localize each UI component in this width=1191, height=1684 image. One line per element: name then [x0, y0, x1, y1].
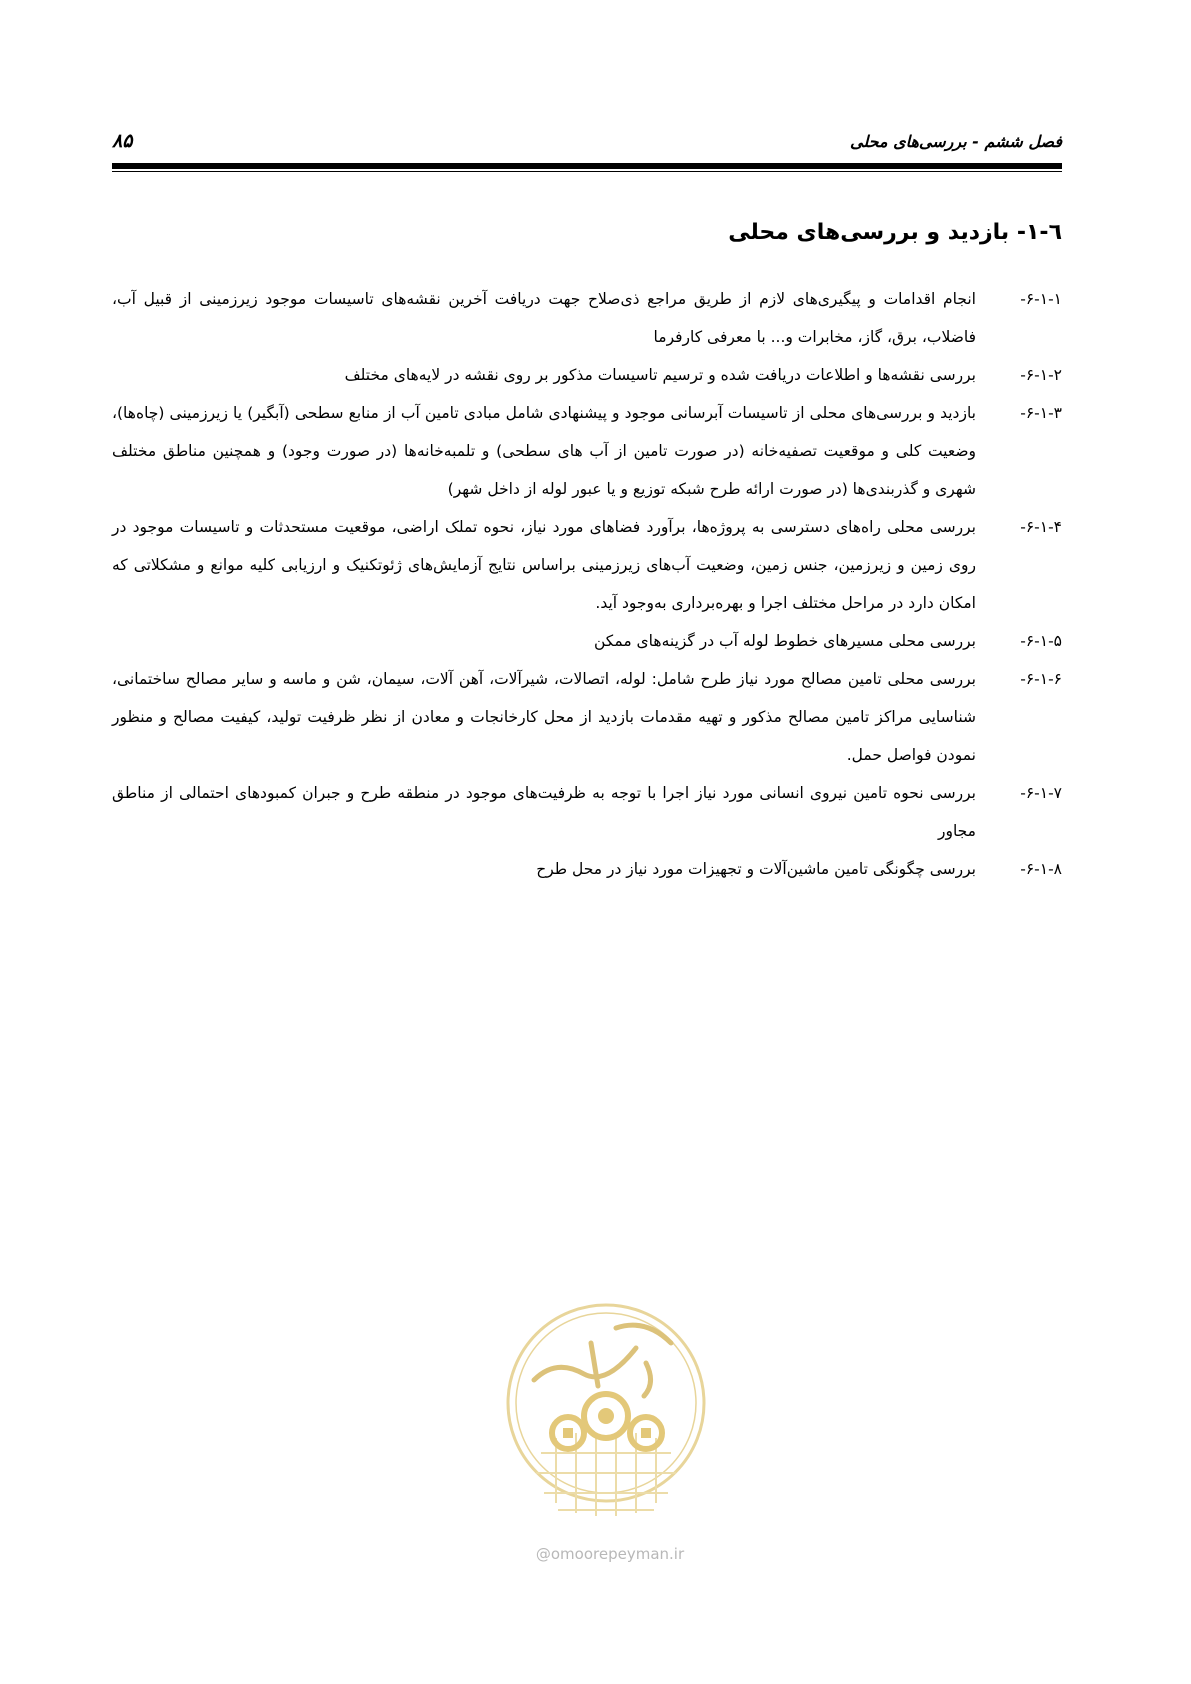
list-item — [112, 850, 1062, 888]
item-text: بررسی محلی راه‌های دسترسی به پروژه‌ها، برآورد فضاهای مورد نیاز، نحوه تملک اراضی، موقعیت مستحدثات و تاسیسات موجود در روی زمین و زیرزمین، جنس زمین، وضعیت آب‌های زیرزمینی براساس نتایج آزمایش‌های ژئوتکنیک و ارزیابی کلیه موانع و مشکلاتی که امکان دارد در مراحل مختلف اجرا و بهره‌برداری به‌وجود آید. — [112, 518, 976, 612]
item-number: ۶-۱-۱- — [1020, 290, 1062, 308]
item-text: بررسی نحوه تامین نیروی انسانی مورد نیاز اجرا با توجه به ظرفیت‌های موجود در منطقه طرح و جبران کمبودهای احتمالی از مناطق مجاور — [112, 784, 976, 840]
list-item — [112, 622, 1062, 660]
item-text: بازدید و بررسی‌های محلی از تاسیسات آبرسانی موجود و پیشنهادی شامل مبادی تامین آب از منابع سطحی (آبگیر) یا زیرزمینی (چاه‌ها)، وضعیت کلی و موقعیت تصفیه‌خانه (در صورت تامین از آب های سطحی) و تلمبه‌خانه‌ها (در صورت وجود) و همچنین مناطق مختلف شهری و گذربندی‌ها (در صورت ارائه طرح شبکه توزیع و یا عبور لوله از داخل شهر) — [112, 404, 976, 498]
chapter-title: فصل ششم - بررسی‌های محلی — [849, 132, 1062, 151]
list-item — [112, 774, 1062, 850]
item-number: ۶-۱-۴- — [1020, 518, 1062, 536]
item-number: ۶-۱-۲- — [1020, 366, 1062, 384]
list-item — [112, 356, 1062, 394]
item-number: ۶-۱-۶- — [1020, 670, 1062, 688]
omoorepeyman-seal-icon — [496, 1288, 716, 1558]
item-text: انجام اقدامات و پیگیری‌های لازم از طریق مراجع ذی‌صلاح جهت دریافت آخرین نقشه‌های تاسیسات موجود زیرزمینی از قبیل آب، فاضلاب، برق، گاز، مخابرات و... با معرفی کارفرما — [112, 290, 976, 346]
list-item — [112, 508, 1062, 622]
item-number: ۶-۱-۳- — [1020, 404, 1062, 422]
item-list — [112, 280, 1062, 888]
item-text: بررسی محلی تامین مصالح مورد نیاز طرح شامل: لوله، اتصالات، شیرآلات، آهن آلات، سیمان، شن و ماسه و سایر مصالح ساختمانی، شناسایی مراکز تامین مصالح مذکور و تهیه مقدمات بازدید از محل کارخانجات و معادن از نظر ظرفیت تولید، کیفیت مصالح و منظور نمودن فواصل حمل. — [112, 670, 976, 764]
item-text: بررسی محلی مسیرهای خطوط لوله آب در گزینه‌های ممکن — [594, 632, 976, 650]
list-item — [112, 660, 1062, 774]
section-heading: ٦-١- بازدید و بررسی‌های محلی — [728, 220, 1062, 245]
watermark-url: @omoorepeyman.ir — [535, 1545, 685, 1563]
header-rule-thick — [112, 163, 1062, 169]
item-number: ۶-۱-۷- — [1020, 784, 1062, 802]
page-header — [112, 128, 1062, 160]
list-item — [112, 280, 1062, 356]
item-text: بررسی چگونگی تامین ماشین‌آلات و تجهیزات مورد نیاز در محل طرح — [536, 860, 976, 878]
item-number: ۶-۱-۵- — [1020, 632, 1062, 650]
item-number: ۶-۱-۸- — [1020, 860, 1062, 878]
page-number: ۸۵ — [112, 130, 133, 152]
item-text: بررسی نقشه‌ها و اطلاعات دریافت شده و ترسیم تاسیسات مذکور بر روی نقشه در لایه‌های مختلف — [344, 366, 976, 384]
header-rule-thin — [112, 171, 1062, 172]
list-item — [112, 394, 1062, 508]
